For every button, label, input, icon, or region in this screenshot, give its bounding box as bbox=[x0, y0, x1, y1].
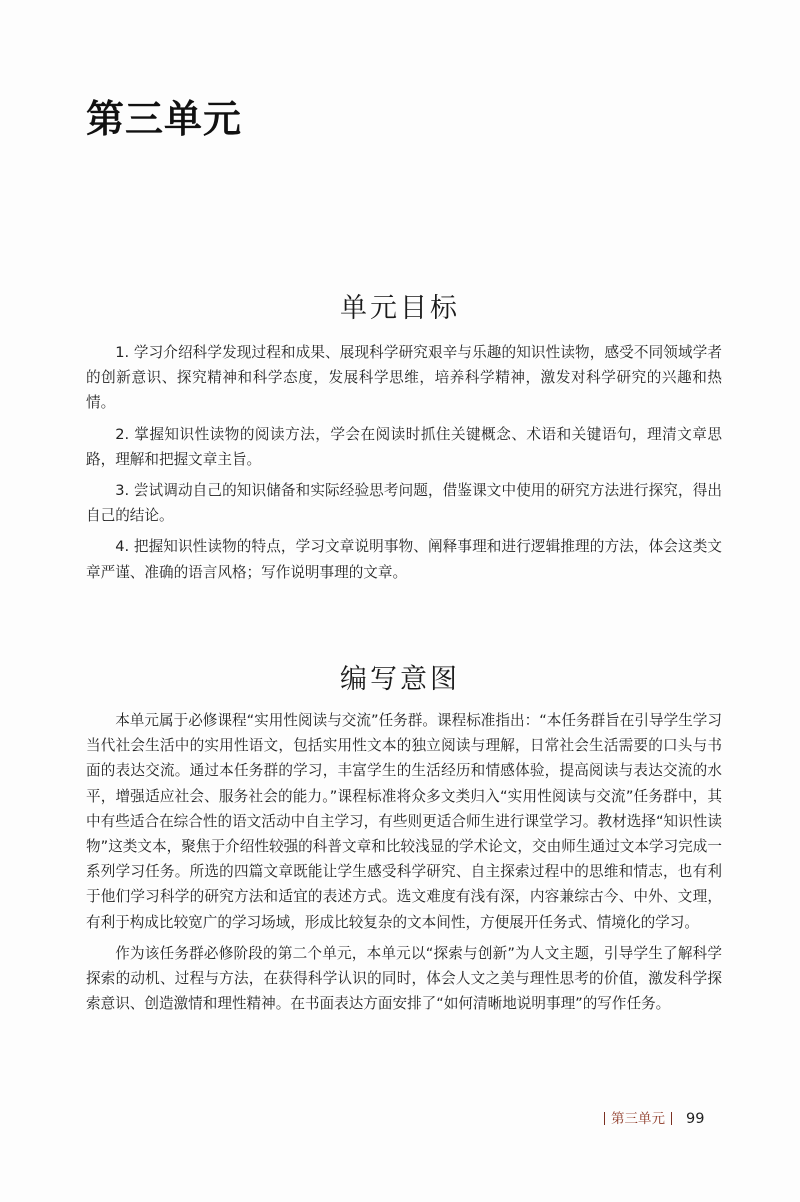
unit-title: 第三单元 bbox=[86, 97, 243, 141]
writing-intent-heading: 编写意图 bbox=[340, 664, 460, 695]
goal-item: 4. 把握知识性读物的特点，学习文章说明事物、阐释事理和进行逻辑推理的方法，体会这类文章严谨、准确的语言风格；写作说明事理的文章。 bbox=[86, 538, 722, 581]
intent-paragraph: 作为该任务群必修阶段的第二个单元，本单元以“探索与创新”为人文主题，引导学生了解科学探索的动机、过程与方法，在获得科学认识的同时，体会人文之美与理性思考的价值，激发科学探索意识、创造激情和理性精神。在书面表达方面安排了“如何清晰地说明事理”的写作任务。 bbox=[86, 944, 722, 1013]
footer-unit-label: 第三单元 bbox=[611, 1111, 665, 1127]
page-number: 99 bbox=[686, 1111, 705, 1127]
footer-divider-left bbox=[604, 1112, 605, 1125]
goal-item: 1. 学习介绍科学发现过程和成果、展现科学研究艰辛与乐趣的知识性读物，感受不同领域学者的创新意识、探究精神和科学态度，发展科学思维，培养科学精神，激发对科学研究的兴趣和热情。 bbox=[86, 344, 722, 412]
goal-item: 3. 尝试调动自己的知识储备和实际经验思考问题，借鉴课文中使用的研究方法进行探究，得出自己的结论。 bbox=[86, 482, 722, 525]
writing-intent-body bbox=[86, 708, 722, 1022]
unit-goals-list bbox=[86, 340, 722, 591]
page-footer bbox=[598, 1107, 704, 1127]
goal-item: 2. 掌握知识性读物的阅读方法，学会在阅读时抓住关键概念、术语和关键语句，理清文章思路，理解和把握文章主旨。 bbox=[86, 425, 722, 468]
footer-divider-right bbox=[671, 1112, 672, 1125]
unit-goals-heading: 单元目标 bbox=[340, 293, 460, 324]
intent-paragraph: 本单元属于必修课程“实用性阅读与交流”任务群。课程标准指出：“本任务群旨在引导学生学习当代社会生活中的实用性语文，包括实用性文本的独立阅读与理解，日常社会生活需要的口头与书面的表达交流。通过本任务群的学习，丰富学生的生活经历和情感体验，提高阅读与表达交流的水平，增强适应社会、服务社会的能力。”课程标准将众多文类归入“实用性阅读与交流”任务群中，其中有些适合在综合性的语文活动中自主学习，有些则更适合师生进行课堂学习。教材选择“知识性读物”这类文本，聚焦于介绍性较强的科普文章和比较浅显的学术论文，交由师生通过文本学习完成一系列学习任务。所选的四篇文章既能让学生感受科学研究、自主探索过程中的思维和情志，也有利于他们学习科学的研究方法和适宜的表述方式。选文难度有浅有深，内容兼综古今、中外、文理，有利于构成比较宽广的学习场域，形成比较复杂的文本间性，方便展开任务式、情境化的学习。 bbox=[86, 712, 722, 931]
